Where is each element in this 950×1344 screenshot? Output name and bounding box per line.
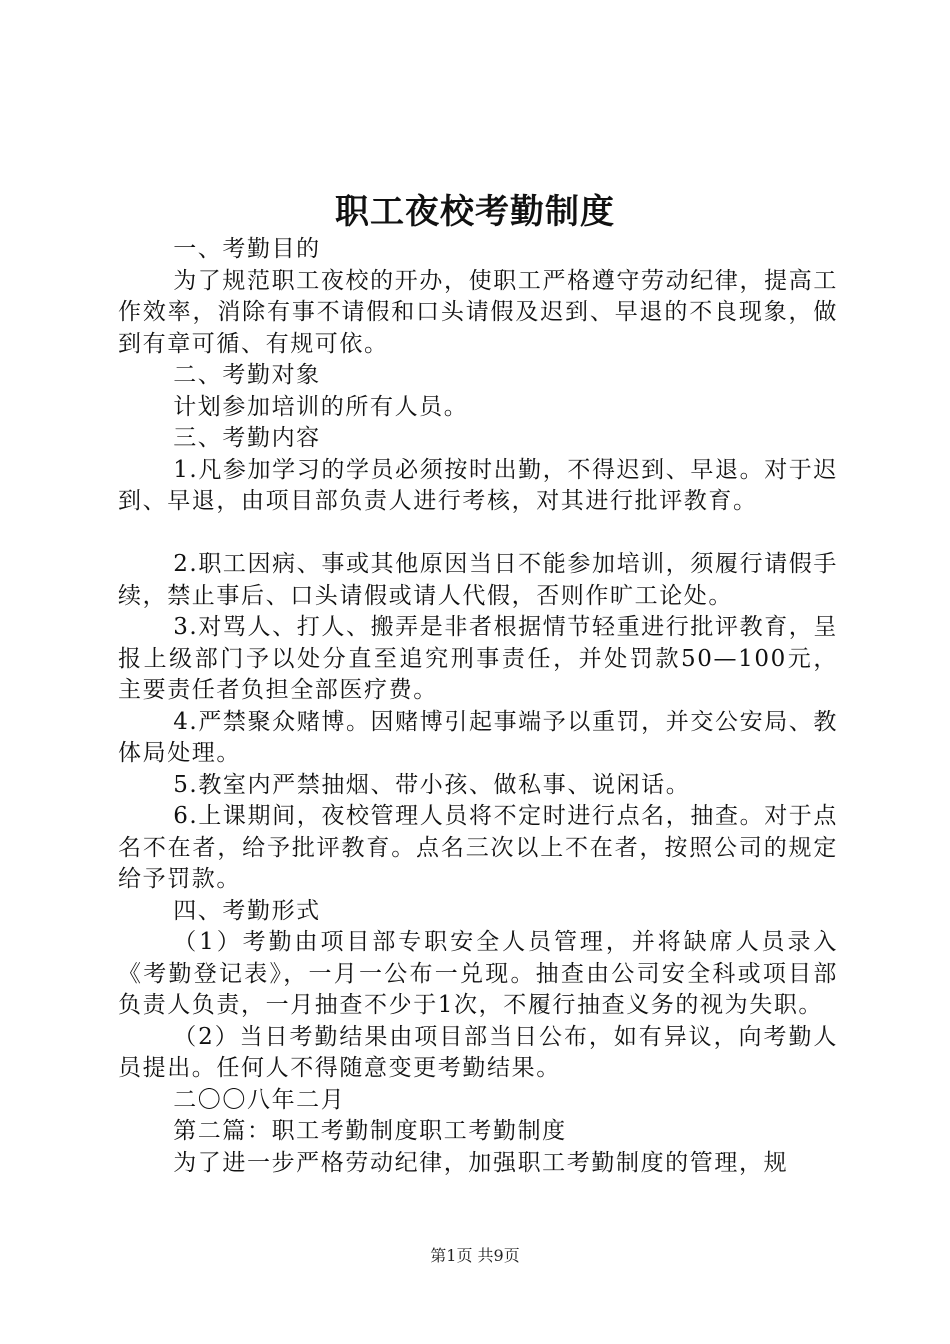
rule-item-6: 6.上课期间，夜校管理人员将不定时进行点名，抽查。对于点名不在者，给予批评教育。点名三次以上不在者，按照公司的规定给予罚款。 xyxy=(118,803,838,892)
section-heading-purpose: 一、考勤目的 xyxy=(173,236,321,262)
section-heading-content: 三、考勤内容 xyxy=(173,425,321,451)
rule-item-3: 3.对骂人、打人、搬弄是非者根据情节轻重进行批评教育，呈报上级部门予以处分直至追究刑事责任，并处罚款50—100元，主要责任者负担全部医疗费。 xyxy=(118,614,838,703)
document-date: 二〇〇八年二月 xyxy=(173,1086,346,1113)
chapter-two-intro: 为了进一步严格劳动纪律，加强职工考勤制度的管理，规 xyxy=(173,1149,789,1176)
section-heading-target: 二、考勤对象 xyxy=(173,362,321,388)
rule-item-2: 2.职工因病、事或其他原因当日不能参加培训，须履行请假手续，禁止事后、口头请假或请人代假，否则作旷工论处。 xyxy=(118,551,838,609)
page-number-footer: 第1页 共9页 xyxy=(430,1246,520,1265)
rule-item-4: 4.严禁聚众赌博。因赌博引起事端予以重罚，并交公安局、教体局处理。 xyxy=(118,708,838,766)
paragraph-target: 计划参加培训的所有人员。 xyxy=(173,393,469,420)
section-heading-form: 四、考勤形式 xyxy=(173,897,321,924)
rule-item-1: 1.凡参加学习的学员必须按时出勤，不得迟到、早退。对于迟到、早退，由项目部负责人进行考核，对其进行批评教育。 xyxy=(118,456,838,514)
document-body xyxy=(118,234,838,1179)
form-item-2: （2）当日考勤结果由项目部当日公布，如有异议，向考勤人员提出。任何人不得随意变更考勤结果。 xyxy=(118,1023,838,1081)
form-item-1: （1）考勤由项目部专职安全人员管理，并将缺席人员录入《考勤登记表》，一月一公布一兑现。抽查由公司安全科或项目部负责人负责，一月抽查不少于1次，不履行抽查义务的视为失职。 xyxy=(118,929,838,1018)
chapter-two-heading: 第二篇：职工考勤制度职工考勤制度 xyxy=(173,1118,567,1144)
document-title: 职工夜校考勤制度 xyxy=(335,192,615,232)
rule-item-5: 5.教室内严禁抽烟、带小孩、做私事、说闲话。 xyxy=(173,771,691,798)
paragraph-purpose: 为了规范职工夜校的开办，使职工严格遵守劳动纪律，提高工作效率，消除有事不请假和口头请假及迟到、早退的不良现象，做到有章可循、有规可依。 xyxy=(118,267,838,357)
